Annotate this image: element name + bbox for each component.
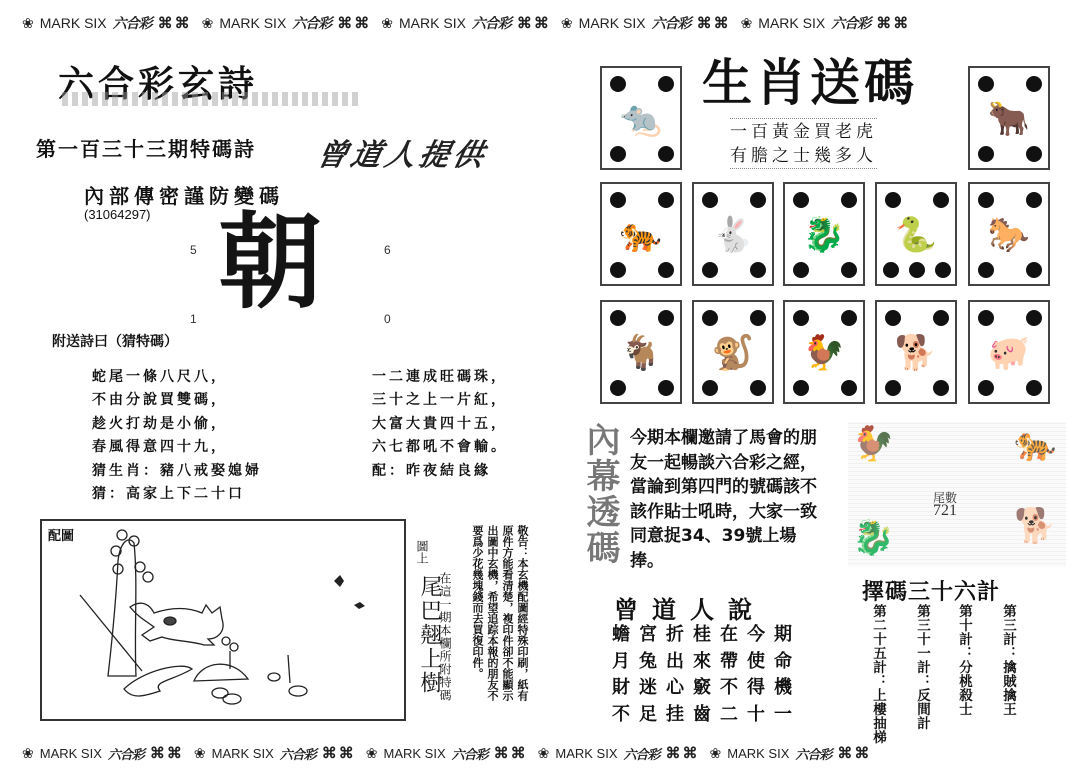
rooster-icon: 🐓 <box>802 333 846 373</box>
number-ball-icon <box>909 262 925 278</box>
zodiac-card-rat <box>600 66 682 170</box>
number-ball-icon <box>841 380 857 396</box>
rooster-icon: 🐓 <box>852 424 895 464</box>
banner-segment <box>194 744 356 763</box>
zodiac-card-ox <box>968 66 1050 170</box>
number-ball-icon <box>933 192 949 208</box>
flower-logo-icon: ❀ <box>537 744 550 761</box>
number-ball-icon <box>793 192 809 208</box>
poem-line: 三十之上一片紅， <box>372 392 508 409</box>
corner-number-top-left: 5 <box>190 243 197 257</box>
deco-icon: ⌘⌘ <box>876 15 911 32</box>
zodiac-card-dog <box>875 300 957 404</box>
banner-brand-cn: 六合彩 <box>795 747 832 763</box>
banner-brand-cn: 六合彩 <box>831 16 871 32</box>
number-ball-icon <box>1026 262 1042 278</box>
number-ball-icon <box>793 262 809 278</box>
bottom-banner <box>0 740 1080 766</box>
flower-logo-icon: ❀ <box>365 744 378 761</box>
number-ball-icon <box>610 76 626 92</box>
number-ball-icon <box>750 380 766 396</box>
number-ball-icon <box>885 380 901 396</box>
code-number: (31064297) <box>84 207 151 222</box>
number-ball-icon <box>750 192 766 208</box>
number-ball-icon <box>702 262 718 278</box>
number-ball-icon <box>935 262 951 278</box>
number-ball-icon <box>885 192 901 208</box>
cat-tree-illustration <box>42 521 404 719</box>
poem-line: 猜：高家上下二十口 <box>92 486 245 503</box>
inside-paragraph: 今期本欄邀請了馬會的朋友一起暢談六合彩之經，當論到第四門的號碼該不該作貼士吼時，大家一致同意捉34、39號上場捧。 <box>630 428 817 571</box>
number-ball-icon <box>658 380 674 396</box>
say-row: 蟾宮折桂在今期 <box>612 624 801 645</box>
banner-text: MARK SIX <box>39 745 102 761</box>
strategy-column: 第二十五計：上樓抽梯 <box>870 604 886 744</box>
strategy-column: 第十計：分桃殺士 <box>956 604 972 716</box>
banner-text: MARK SIX <box>383 745 446 761</box>
number-ball-icon <box>1026 76 1042 92</box>
pig-icon: 🐖 <box>987 333 1031 373</box>
banner-brand-cn: 六合彩 <box>279 747 316 763</box>
corner-number-top-right: 6 <box>384 243 391 257</box>
number-ball-icon <box>1026 146 1042 162</box>
number-ball-icon <box>978 262 994 278</box>
poem-line: 蛇尾一條八尺八， <box>92 369 228 385</box>
zodiac-card-goat <box>600 300 682 404</box>
flower-logo-icon: ❀ <box>740 14 753 31</box>
banner-text: MARK SIX <box>758 15 826 31</box>
poem-line: 大富大貴四十五， <box>372 415 508 432</box>
banner-text: MARK SIX <box>555 745 618 761</box>
poem-left-column <box>92 366 262 506</box>
number-ball-icon <box>793 310 809 326</box>
number-ball-icon <box>978 146 994 162</box>
number-ball-icon <box>933 380 949 396</box>
notice-text: 敬告：本玄機配圖經特殊印刷，紙有原件方能看清楚，複印件卻不能顯示出圖中玄機，希望追踪本報的朋友不要爲少花幾塊錢而去買復印件。 <box>471 525 529 701</box>
deco-icon: ⌘⌘ <box>516 15 551 32</box>
zodiac-title: 生肖送碼 <box>702 54 918 112</box>
issue-title: 第一百三十三期特碼詩 <box>36 137 256 161</box>
flower-logo-icon: ❀ <box>193 744 206 761</box>
tail-label: 尾數 <box>933 491 958 505</box>
number-ball-icon <box>610 380 626 396</box>
deco-icon: ⌘⌘ <box>696 15 731 32</box>
number-ball-icon <box>978 380 994 396</box>
banner-brand-cn: 六合彩 <box>623 747 660 763</box>
poem-line: 一二連成旺碼珠， <box>372 369 508 385</box>
flower-logo-icon: ❀ <box>709 744 722 761</box>
subtitle-line: 一百黃金買老虎 <box>730 122 877 142</box>
number-ball-icon <box>883 262 899 278</box>
top-banner <box>0 10 1080 36</box>
number-ball-icon <box>841 310 857 326</box>
number-ball-icon <box>658 262 674 278</box>
number-ball-icon <box>750 262 766 278</box>
strategy-title: 擇碼三十六計 <box>862 580 1001 605</box>
zodiac-card-pig <box>968 300 1050 404</box>
snake-icon: 🐍 <box>894 215 938 255</box>
number-ball-icon <box>1026 192 1042 208</box>
number-ball-icon <box>750 310 766 326</box>
zodiac-card-rabbit <box>692 182 774 286</box>
banner-segment <box>741 13 911 33</box>
number-ball-icon <box>658 310 674 326</box>
say-title: 曾道人說 <box>614 595 766 624</box>
answer-note: 在這一期本欄所附特碼 <box>438 572 452 702</box>
say-row: 月兔出來帶使命 <box>612 650 801 672</box>
poem-line: 春風得意四十九， <box>92 439 228 456</box>
banner-segment <box>538 744 700 763</box>
horse-icon: 🐎 <box>987 215 1031 255</box>
deco-icon: ⌘⌘ <box>837 745 872 762</box>
poem-line: 趁火打劫是小偷， <box>92 415 228 432</box>
poem-right-column <box>372 366 508 483</box>
number-ball-icon <box>702 192 718 208</box>
banner-text: MARK SIX <box>39 15 107 31</box>
banner-brand-cn: 六合彩 <box>451 747 488 763</box>
banner-brand-cn: 六合彩 <box>107 747 144 763</box>
flower-logo-icon: ❀ <box>381 14 394 31</box>
dog-icon: 🐕 <box>1014 506 1057 546</box>
number-ball-icon <box>610 310 626 326</box>
banner-segment <box>381 13 551 33</box>
number-ball-icon <box>793 380 809 396</box>
zodiac-card-tiger <box>600 182 682 286</box>
corner-number-bottom-right: 0 <box>384 312 391 326</box>
flower-logo-icon: ❀ <box>560 14 573 31</box>
monkey-icon: 🐒 <box>711 333 755 373</box>
poem-line: 猜生肖：豬八戒娶媳婦 <box>92 462 262 479</box>
say-row: 財迷心竅不得機 <box>612 677 801 698</box>
number-ball-icon <box>1026 310 1042 326</box>
number-ball-icon <box>978 192 994 208</box>
tail-number: 721 <box>933 502 957 519</box>
poem-line: 不由分說買雙碼， <box>92 392 228 409</box>
poem-line: 六七都吼不會輸。 <box>372 439 508 456</box>
title-reflection-decoration <box>62 92 362 106</box>
number-ball-icon <box>658 146 674 162</box>
banner-text: MARK SIX <box>399 15 466 31</box>
banner-brand-cn: 六合彩 <box>292 16 332 32</box>
zodiac-card-horse <box>968 182 1050 286</box>
zodiac-subtitle <box>730 118 877 170</box>
banner-text: MARK SIX <box>727 745 790 761</box>
banner-segment <box>22 744 184 763</box>
main-title: 六合彩玄詩 <box>58 56 258 107</box>
subtitle-line: 有膽之士幾多人 <box>730 146 877 166</box>
hint-character: 朝 <box>218 201 323 323</box>
number-ball-icon <box>610 146 626 162</box>
inside-vertical-title: 內幕透碼 <box>580 422 620 566</box>
provider-label: 曾道人提供 <box>313 138 491 173</box>
number-ball-icon <box>610 262 626 278</box>
illustration-box <box>40 519 406 721</box>
number-ball-icon <box>1026 380 1042 396</box>
flower-logo-icon: ❀ <box>22 744 34 761</box>
rat-icon: 🐀 <box>619 99 663 139</box>
banner-segment <box>22 13 192 33</box>
deco-icon: ⌘⌘ <box>665 745 700 762</box>
zodiac-card-monkey <box>692 300 774 404</box>
deco-icon: ⌘⌘ <box>493 745 528 762</box>
number-ball-icon <box>610 192 626 208</box>
flower-logo-icon: ❀ <box>201 14 214 31</box>
tiger-icon: 🐅 <box>1014 424 1057 464</box>
number-ball-icon <box>702 310 718 326</box>
corner-number-bottom-left: 1 <box>190 312 197 326</box>
number-ball-icon <box>933 310 949 326</box>
number-ball-icon <box>841 262 857 278</box>
tiger-icon: 🐅 <box>619 215 663 255</box>
strategy-column: 第三十一計：反間計 <box>914 604 930 730</box>
strategy-column: 第三計：擒賊擒王 <box>1000 604 1016 716</box>
banner-brand-cn: 六合彩 <box>112 16 152 32</box>
number-ball-icon <box>978 310 994 326</box>
ox-icon: 🐂 <box>987 99 1031 139</box>
zodiac-card-dragon <box>783 182 865 286</box>
number-ball-icon <box>885 310 901 326</box>
say-row: 不足挂齒二十一 <box>612 703 801 725</box>
rabbit-icon: 🐇 <box>711 215 755 255</box>
banner-brand-cn: 六合彩 <box>651 16 691 32</box>
number-ball-icon <box>841 192 857 208</box>
number-ball-icon <box>658 76 674 92</box>
zodiac-card-snake <box>875 182 957 286</box>
deco-icon: ⌘⌘ <box>149 745 184 762</box>
deco-icon: ⌘⌘ <box>321 745 356 762</box>
zodiac-card-rooster <box>783 300 865 404</box>
banner-segment <box>710 744 872 763</box>
banner-text: MARK SIX <box>211 745 274 761</box>
dog-icon: 🐕 <box>894 333 938 373</box>
banner-brand-cn: 六合彩 <box>471 16 511 32</box>
banner-text: MARK SIX <box>578 15 646 31</box>
number-ball-icon <box>978 76 994 92</box>
banner-segment <box>366 744 528 763</box>
say-poem <box>612 622 801 728</box>
banner-segment <box>561 13 731 33</box>
number-ball-icon <box>658 192 674 208</box>
answer-prefix: 圖上 <box>415 540 429 564</box>
poem-line: 配：昨夜結良緣 <box>372 462 491 479</box>
deco-icon: ⌘⌘ <box>157 15 192 32</box>
dragon-icon: 🐉 <box>802 215 846 255</box>
banner-text: MARK SIX <box>219 15 287 31</box>
banner-segment <box>202 13 372 33</box>
poem-title: 附送詩曰（猜特碼） <box>52 334 178 350</box>
flower-logo-icon: ❀ <box>22 14 34 31</box>
tail-number-box <box>848 422 1066 567</box>
goat-icon: 🐐 <box>619 333 663 373</box>
illustration-label: 配圖 <box>48 529 75 544</box>
number-ball-icon <box>702 380 718 396</box>
secret-line: 內部傳密謹防變碼 <box>84 184 284 208</box>
deco-icon: ⌘⌘ <box>337 15 372 32</box>
answer-text: 尾巴翹上樹 <box>417 575 442 695</box>
dragon-icon: 🐉 <box>852 518 895 558</box>
